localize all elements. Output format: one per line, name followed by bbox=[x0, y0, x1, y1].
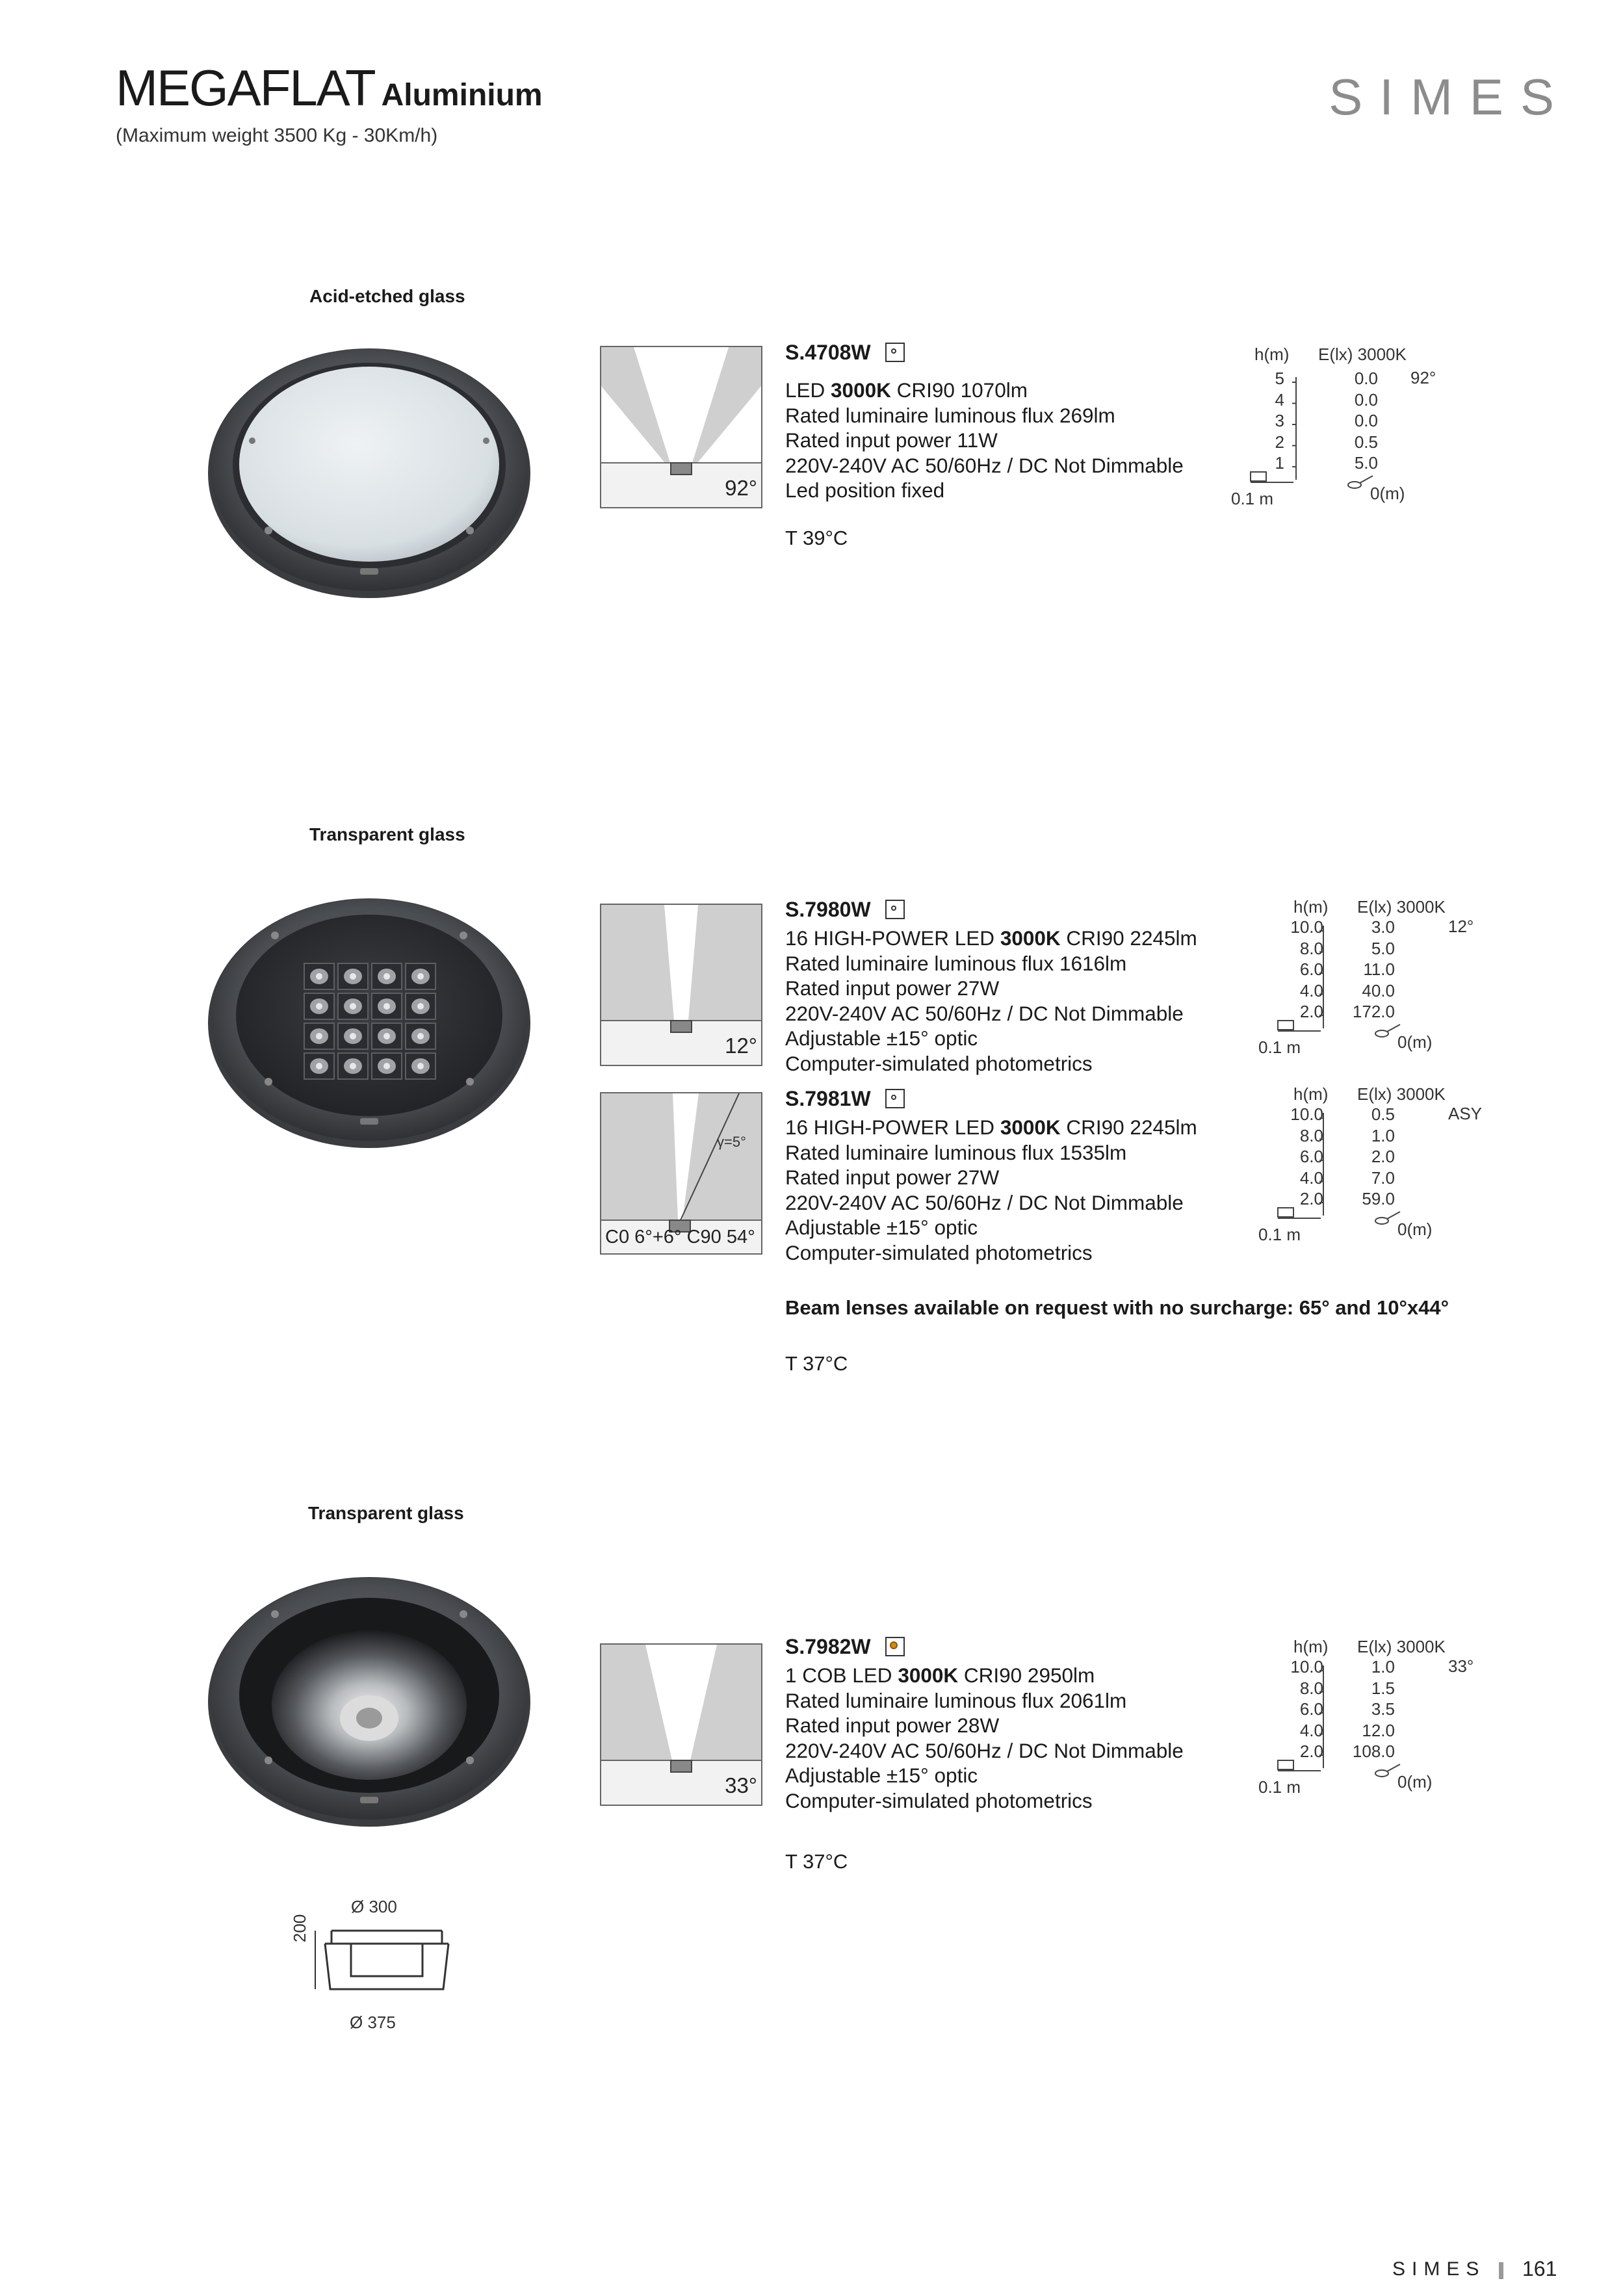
tilt-angle-label: γ=5° bbox=[717, 1134, 746, 1150]
spec-line: Led position fixed bbox=[785, 478, 945, 502]
beam-angle-tag: 92° bbox=[1410, 368, 1436, 387]
spec-line: 220V-240V AC 50/60Hz / DC Not Dimmable bbox=[785, 1001, 1184, 1025]
photometry-s4708w bbox=[1222, 345, 1456, 514]
product-image-s7980w bbox=[207, 893, 532, 1153]
photometry-s7982w bbox=[1240, 1637, 1474, 1806]
zero-label: 0(m) bbox=[1370, 484, 1405, 503]
product-code: S.7982W bbox=[785, 1635, 1184, 1659]
spec-line: Adjustable ±15° optic bbox=[785, 1764, 978, 1787]
spec-list bbox=[785, 378, 1184, 503]
illuminance-value: 40.0 bbox=[1362, 980, 1395, 1000]
illuminance-value: 108.0 bbox=[1352, 1742, 1395, 1761]
led-emitter bbox=[316, 1033, 322, 1039]
led-emitter bbox=[350, 1003, 356, 1010]
height-value: 2.0 bbox=[1299, 1002, 1323, 1021]
adjustable-optic-icon bbox=[885, 900, 905, 919]
illuminance-header: E(lx) 3000K bbox=[1357, 1637, 1446, 1656]
illuminance-value: 3.0 bbox=[1371, 917, 1395, 937]
illuminance-value: 0.0 bbox=[1354, 411, 1378, 430]
illuminance-value: 1.0 bbox=[1371, 1657, 1395, 1676]
height-value: 8.0 bbox=[1299, 1125, 1323, 1145]
illuminance-value: 12.0 bbox=[1362, 1720, 1395, 1740]
product-s4708w bbox=[785, 341, 1184, 503]
led-emitter bbox=[316, 973, 322, 980]
spec-line: Rated luminaire luminous flux 1616lm bbox=[785, 951, 1127, 975]
illuminance-value: 1.5 bbox=[1371, 1678, 1395, 1698]
led-emitter bbox=[350, 973, 356, 980]
spec-line: Rated luminaire luminous flux 2061lm bbox=[785, 1688, 1127, 1712]
led-emitter bbox=[383, 1033, 390, 1039]
spec-line: Rated input power 11W bbox=[785, 428, 998, 452]
height-value: 2.0 bbox=[1299, 1742, 1323, 1761]
section-label-acid-etched: Acid-etched glass bbox=[309, 286, 465, 306]
product-code: S.4708W bbox=[785, 341, 1184, 365]
height-value: 10.0 bbox=[1290, 1104, 1323, 1124]
footer-brand: SIMES bbox=[1392, 2258, 1486, 2280]
photometry-s7980w bbox=[1240, 897, 1474, 1066]
spec-line: Adjustable ±15° optic bbox=[785, 1026, 978, 1050]
spec-line: 16 HIGH-POWER LED 3000K CRI90 2245lm bbox=[785, 926, 1197, 950]
brand-logo: SIMES bbox=[1329, 68, 1571, 125]
spec-line: 220V-240V AC 50/60Hz / DC Not Dimmable bbox=[785, 1190, 1184, 1214]
height-value: 6.0 bbox=[1299, 1699, 1323, 1719]
photometry-axis bbox=[1222, 345, 1456, 514]
spec-line: Rated input power 27W bbox=[785, 976, 1000, 1000]
spec-line: 220V-240V AC 50/60Hz / DC Not Dimmable bbox=[785, 453, 1184, 477]
spec-line: 16 HIGH-POWER LED 3000K CRI90 2245lm bbox=[785, 1115, 1197, 1139]
product-image-s7982w bbox=[207, 1572, 532, 1832]
illuminance-value: 1.0 bbox=[1371, 1125, 1395, 1145]
product-s7980w bbox=[785, 898, 1197, 1076]
dimension-top-diameter: Ø 300 bbox=[351, 1897, 397, 1916]
illuminance-value: 0.5 bbox=[1354, 432, 1378, 452]
illuminance-value: 0.5 bbox=[1371, 1104, 1395, 1124]
base-distance-label: 0.1 m bbox=[1231, 489, 1274, 508]
cob-led-icon bbox=[885, 1637, 905, 1656]
product-code: S.7981W bbox=[785, 1087, 1197, 1111]
product-code: S.7980W bbox=[785, 898, 1197, 922]
product-s7982w bbox=[785, 1635, 1184, 1813]
spec-line: Rated input power 27W bbox=[785, 1166, 1000, 1189]
illuminance-value: 7.0 bbox=[1371, 1168, 1395, 1188]
height-header: h(m) bbox=[1254, 345, 1290, 364]
page-number: 161 bbox=[1522, 2257, 1557, 2280]
page-title: MEGAFLAT Aluminium bbox=[116, 59, 543, 116]
beam-angle-tag: 33° bbox=[1448, 1656, 1474, 1676]
height-header: h(m) bbox=[1293, 897, 1329, 917]
led-emitter bbox=[417, 1003, 424, 1010]
spec-line: Computer-simulated photometrics bbox=[785, 1240, 1093, 1264]
adjustable-optic-icon bbox=[885, 1089, 905, 1108]
illuminance-value: 3.5 bbox=[1371, 1699, 1395, 1719]
spec-line: Computer-simulated photometrics bbox=[785, 1788, 1093, 1812]
illuminance-header: E(lx) 3000K bbox=[1357, 1084, 1446, 1104]
beam-angle-label: 12° bbox=[725, 1034, 757, 1058]
temperature-s4708w: T 39°C bbox=[785, 527, 848, 549]
base-distance-label: 0.1 m bbox=[1258, 1777, 1301, 1797]
spec-line: Computer-simulated photometrics bbox=[785, 1051, 1093, 1075]
height-value: 10.0 bbox=[1290, 1657, 1323, 1676]
spec-line: Rated luminaire luminous flux 1535lm bbox=[785, 1140, 1127, 1164]
led-emitter bbox=[350, 1033, 356, 1039]
spec-line: 1 COB LED 3000K CRI90 2950lm bbox=[785, 1663, 1095, 1687]
illuminance-value: 5.0 bbox=[1371, 938, 1395, 958]
illuminance-value: 11.0 bbox=[1363, 959, 1395, 979]
led-emitter bbox=[383, 973, 390, 980]
height-value: 8.0 bbox=[1299, 1678, 1323, 1698]
height-value: 4 bbox=[1275, 389, 1284, 410]
beam-angle-tag: 12° bbox=[1448, 917, 1474, 936]
spec-line: 220V-240V AC 50/60Hz / DC Not Dimmable bbox=[785, 1738, 1184, 1762]
spec-line: Adjustable ±15° optic bbox=[785, 1216, 978, 1239]
led-emitter bbox=[316, 1003, 322, 1010]
zero-label: 0(m) bbox=[1397, 1772, 1433, 1792]
zero-label: 0(m) bbox=[1397, 1032, 1433, 1052]
beam-lenses-note: Beam lenses available on request with no surcharge: 65° and 10°x44° bbox=[785, 1296, 1449, 1319]
dimension-drawing bbox=[312, 1924, 455, 2005]
height-value: 4.0 bbox=[1299, 1720, 1323, 1740]
height-header: h(m) bbox=[1293, 1084, 1329, 1104]
page-subtitle: (Maximum weight 3500 Kg - 30Km/h) bbox=[116, 125, 438, 146]
height-value: 1 bbox=[1275, 453, 1284, 473]
led-emitter bbox=[350, 1063, 356, 1069]
spec-list bbox=[785, 926, 1197, 1076]
beam-angle-label: C0 6°+6° C90 54° bbox=[605, 1227, 755, 1247]
height-value: 5 bbox=[1275, 369, 1284, 388]
led-emitter bbox=[383, 1063, 390, 1069]
beam-angle-tag: ASY bbox=[1448, 1104, 1483, 1123]
led-emitter bbox=[316, 1063, 322, 1069]
beam-angle-label: 92° bbox=[725, 476, 757, 500]
spec-list bbox=[785, 1115, 1197, 1265]
beam-diagram-s4708w bbox=[600, 346, 762, 508]
section-label-transparent-2: Transparent glass bbox=[308, 1503, 464, 1523]
led-emitter bbox=[383, 1003, 390, 1010]
temperature-s7982w: T 37°C bbox=[785, 1850, 848, 1873]
illuminance-header: E(lx) 3000K bbox=[1357, 897, 1446, 917]
illuminance-value: 172.0 bbox=[1352, 1002, 1395, 1021]
zero-label: 0(m) bbox=[1397, 1220, 1433, 1239]
photometry-s7981w bbox=[1240, 1084, 1483, 1253]
base-distance-label: 0.1 m bbox=[1258, 1225, 1301, 1244]
spec-list bbox=[785, 1663, 1184, 1813]
base-distance-label: 0.1 m bbox=[1258, 1037, 1301, 1057]
temperature-s798xw: T 37°C bbox=[785, 1352, 848, 1375]
dimension-height: 200 bbox=[290, 1914, 309, 1942]
beam-diagram-s7982w bbox=[600, 1643, 762, 1806]
dimension-bottom-diameter: Ø 375 bbox=[350, 2013, 396, 2032]
footer-divider bbox=[1499, 2262, 1503, 2279]
height-value: 6.0 bbox=[1299, 1147, 1323, 1166]
illuminance-value: 5.0 bbox=[1354, 453, 1378, 473]
product-s7981w bbox=[785, 1087, 1197, 1265]
height-value: 4.0 bbox=[1299, 1168, 1323, 1188]
led-emitter bbox=[417, 973, 424, 980]
height-value: 4.0 bbox=[1299, 980, 1323, 1000]
fixed-optic-icon bbox=[885, 343, 905, 362]
illuminance-value: 0.0 bbox=[1354, 369, 1378, 388]
illuminance-header: E(lx) 3000K bbox=[1318, 345, 1407, 364]
illuminance-value: 0.0 bbox=[1354, 389, 1378, 410]
illuminance-value: 59.0 bbox=[1362, 1189, 1395, 1208]
spec-line: Rated luminaire luminous flux 269lm bbox=[785, 403, 1115, 427]
illuminance-value: 2.0 bbox=[1371, 1147, 1395, 1166]
led-emitter bbox=[417, 1033, 424, 1039]
height-value: 2 bbox=[1275, 432, 1284, 452]
beam-diagram-s7981w bbox=[600, 1092, 762, 1255]
spec-line: LED 3000K CRI90 1070lm bbox=[785, 378, 1028, 402]
beam-angle-label: 33° bbox=[725, 1773, 757, 1797]
height-value: 10.0 bbox=[1290, 917, 1323, 937]
height-value: 8.0 bbox=[1299, 938, 1323, 958]
led-emitter bbox=[417, 1063, 424, 1069]
height-value: 2.0 bbox=[1299, 1189, 1323, 1208]
beam-diagram-s7980w bbox=[600, 904, 762, 1066]
section-label-transparent-1: Transparent glass bbox=[309, 824, 465, 844]
height-header: h(m) bbox=[1293, 1637, 1329, 1656]
product-image-s4708w bbox=[207, 343, 532, 603]
height-value: 6.0 bbox=[1299, 959, 1323, 979]
height-value: 3 bbox=[1275, 411, 1284, 430]
spec-line: Rated input power 28W bbox=[785, 1714, 1000, 1737]
page-title-material: Aluminium bbox=[381, 78, 543, 112]
